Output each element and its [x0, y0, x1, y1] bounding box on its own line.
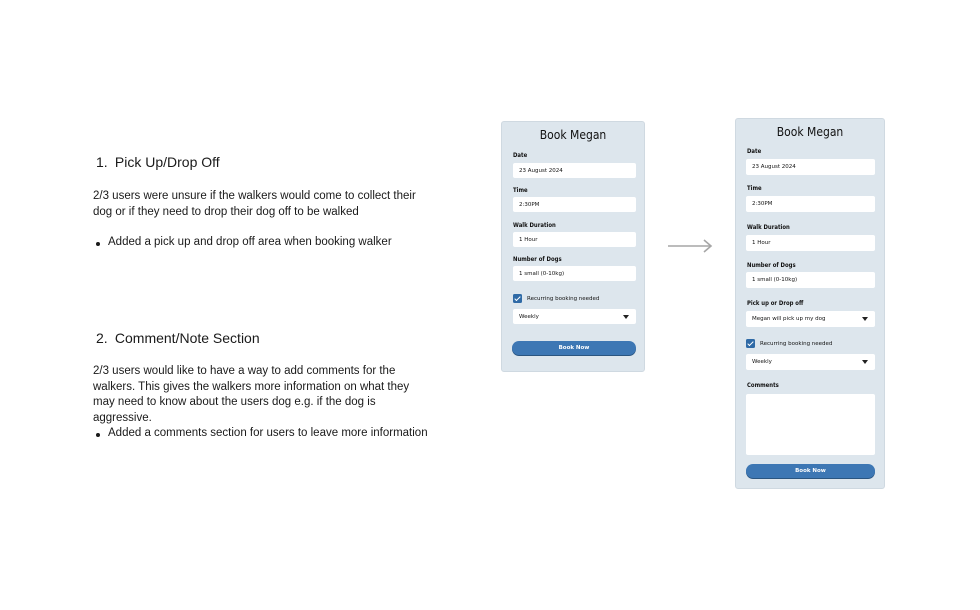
right-arrow-icon — [667, 238, 715, 254]
time-label: Time — [513, 186, 528, 194]
checkmark-icon[interactable] — [746, 339, 755, 348]
date-field[interactable]: 23 August 2024 — [746, 159, 875, 175]
frequency-value: Weekly — [519, 313, 539, 320]
comments-label: Comments — [747, 381, 779, 389]
section-2-bullet: Added a comments section for users to leave more information — [93, 427, 428, 439]
book-now-button[interactable]: Book Now — [512, 341, 636, 355]
duration-field[interactable]: 1 Hour — [746, 235, 875, 251]
frequency-select[interactable] — [513, 309, 636, 324]
dogs-field[interactable]: 1 small (0-10kg) — [746, 272, 875, 288]
chevron-down-icon — [862, 360, 868, 364]
dogs-label: Number of Dogs — [513, 255, 562, 263]
date-field[interactable]: 23 August 2024 — [513, 163, 636, 178]
chevron-down-icon — [623, 315, 629, 319]
dogs-label: Number of Dogs — [747, 261, 796, 269]
section-2-number: 2. — [96, 330, 108, 346]
dogs-field[interactable]: 1 small (0-10kg) — [513, 266, 636, 281]
section-1-number: 1. — [96, 154, 108, 170]
pickup-value: Megan will pick up my dog — [752, 316, 826, 322]
recurring-checkbox[interactable] — [513, 294, 599, 303]
checkmark-icon[interactable] — [513, 294, 522, 303]
section-1-title — [96, 154, 220, 170]
frequency-value: Weekly — [752, 359, 772, 365]
section-1-bullet: Added a pick up and drop off area when booking walker — [93, 236, 392, 248]
recurring-label: Recurring booking needed — [760, 340, 833, 347]
book-now-button[interactable]: Book Now — [746, 464, 875, 478]
booking-form-after — [735, 118, 885, 489]
section-2-paragraph: 2/3 users would like to have a way to add comments for the walkers. This gives the walkers more information on what they may need to know about the users dog e.g. if the dog is aggressive. — [93, 365, 410, 424]
time-field[interactable]: 2:30PM — [746, 196, 875, 212]
section-2-heading: Comment/Note Section — [114, 330, 260, 346]
recurring-label: Recurring booking needed — [527, 295, 600, 302]
date-label: Date — [747, 147, 762, 155]
duration-field[interactable]: 1 Hour — [513, 232, 636, 247]
comments-textarea[interactable] — [746, 394, 875, 455]
section-2-title — [96, 330, 260, 346]
time-label: Time — [747, 184, 762, 192]
pickup-select[interactable] — [746, 311, 875, 327]
recurring-checkbox[interactable] — [746, 339, 832, 348]
date-label: Date — [513, 151, 528, 159]
section-1-heading: Pick Up/Drop Off — [114, 154, 220, 170]
chevron-down-icon — [862, 317, 868, 321]
booking-form-before — [501, 121, 645, 372]
form-title: Book Megan — [776, 125, 844, 139]
frequency-select[interactable] — [746, 354, 875, 370]
duration-label: Walk Duration — [513, 221, 556, 229]
time-field[interactable]: 2:30PM — [513, 197, 636, 212]
form-title: Book Megan — [539, 128, 607, 142]
section-1-paragraph: 2/3 users were unsure if the walkers would come to collect their dog or if they need to drop their dog off to be walked — [93, 190, 416, 218]
pickup-label: Pick up or Drop off — [747, 299, 804, 307]
duration-label: Walk Duration — [747, 223, 790, 231]
